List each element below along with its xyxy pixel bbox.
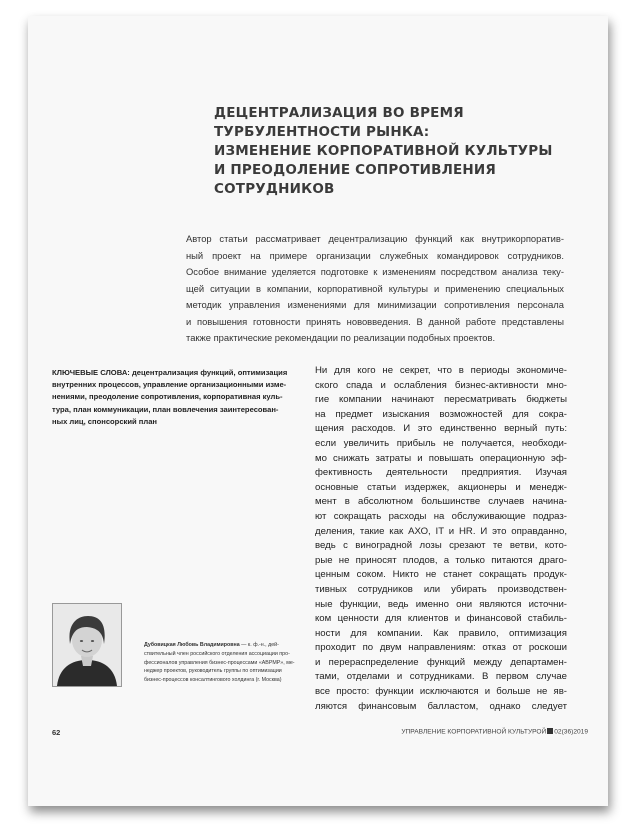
- journal-name: УПРАВЛЕНИЕ КОРПОРАТИВНОЙ КУЛЬТУРОЙ: [401, 728, 547, 736]
- body-line: основные статьи издержек, акционеры и менедж-: [315, 481, 567, 493]
- square-bullet-icon: [547, 728, 553, 734]
- body-line: все просто: функции исключаются и больше не яв-: [315, 686, 567, 698]
- author-name: Дубовицкая Любовь Владимировна: [144, 642, 240, 648]
- author-bio-line: неджер проектов, руководитель группы по оптимизации: [144, 668, 282, 675]
- body-line: если увеличить прибыль не получается, необходи-: [315, 437, 567, 449]
- body-line: щения расходов. И это единственно верный путь:: [315, 423, 567, 435]
- keywords-line: ных лиц, спонсорский план: [52, 416, 158, 426]
- keywords-line: тура, план коммуникации, план вовлечения заинтересован-: [52, 404, 279, 414]
- author-bio-line: [144, 641, 309, 650]
- body-line: мо снижать затраты и повышать операционную эф-: [315, 452, 567, 464]
- article-title: [214, 104, 604, 199]
- body-line: ности для компании. Как правило, оптимизация: [315, 627, 567, 639]
- body-line: фективность деятельности предприятия. Изучая: [315, 467, 567, 479]
- body-line: и перераспределение функций между департамен-: [315, 656, 567, 668]
- author-portrait-image: [53, 604, 121, 686]
- body-line: проходит по двум направлениям: отказ от роскоши: [315, 642, 567, 654]
- title-line: И ПРЕОДОЛЕНИЕ СОПРОТИВЛЕНИЯ: [214, 162, 497, 178]
- body-line: ведь с виноградной лозы срезают те ветви, кото-: [315, 540, 567, 552]
- author-bio-line: бизнес-процессов консалтингового холдинга (г. Москва): [144, 677, 282, 684]
- title-line: ИЗМЕНЕНИЕ КОРПОРАТИВНОЙ КУЛЬТУРЫ: [214, 143, 553, 159]
- body-line: на предмет изыскания возможностей для сокра-: [315, 408, 567, 420]
- keywords-line: внутренних процессов, управление организационными изме-: [52, 380, 287, 390]
- abstract-line: щей ситуации в компании, корпоративной культуры и применению специальных: [186, 282, 564, 294]
- keywords-block: [52, 367, 292, 428]
- abstract-line: Автор статьи рассматривает децентрализацию функций как внутрикорпоратив-: [186, 233, 564, 244]
- body-line: рые не приносят плодов, а только питаются драго-: [315, 554, 567, 566]
- issue-number: 02(36)2019: [554, 728, 588, 736]
- body-line: деления, такие как АХО, IT и HR. И это оправданно,: [315, 525, 567, 537]
- article-abstract: [186, 231, 564, 347]
- title-line: ДЕЦЕНТРАЛИЗАЦИЯ ВО ВРЕМЯ: [214, 105, 464, 121]
- article-body: [315, 364, 567, 714]
- title-line: СОТРУДНИКОВ: [214, 181, 335, 197]
- title-line: ТУРБУЛЕНТНОСТИ РЫНКА:: [214, 124, 430, 140]
- body-line: тивных сотрудников или убирать производствен-: [315, 583, 567, 595]
- body-line: ценным соком. Никто не станет сокращать продук-: [315, 569, 567, 581]
- body-line: ляются финансовым балластом, однако следует: [315, 700, 567, 712]
- body-line: ком ценности для клиентов и финансовой стабиль-: [315, 613, 567, 625]
- keywords-line: нениями, преодоление сопротивления, корпоративная куль-: [52, 392, 283, 402]
- body-line: мент в абсолютном большинстве случаев начина-: [315, 496, 567, 508]
- body-line: ные функции, ведь именно они являются источни-: [315, 598, 567, 610]
- body-line: Ни для кого не секрет, что в периоды экономиче-: [315, 365, 567, 376]
- abstract-line: ный проект на примере организации служебных командировок сотрудников.: [186, 249, 564, 261]
- author-bio-text: — к. ф.-н., дей-: [239, 642, 279, 648]
- body-line: тами, отделами и сотрудниками. В первом случае: [315, 671, 567, 683]
- body-line: гие компании начинают пересматривать бюджеты: [315, 394, 567, 406]
- abstract-line: Особое внимание уделяется подготовке к изменениям посредством анализа теку-: [186, 266, 564, 277]
- abstract-line: методик управления изменениями для минимизации сопротивления персонала: [186, 299, 564, 310]
- body-line: ют сокращать расходы на обслуживающие подраз-: [315, 510, 567, 522]
- running-footer: [401, 728, 588, 736]
- author-bio-line: ствительный член российского отделения ассоциации про-: [144, 650, 290, 657]
- keywords-line: КЛЮЧЕВЫЕ СЛОВА: децентрализация функций, оптимизация: [52, 368, 288, 377]
- abstract-line: также практические рекомендации по реализации подобных проектов.: [186, 332, 496, 343]
- author-photo: [52, 603, 122, 687]
- author-bio-line: фессионалов управления бизнес-процессами «ABPMP», ме-: [144, 659, 295, 666]
- body-line: ского спада и ослабления бизнес-активности мно-: [315, 379, 567, 391]
- abstract-line: и повышения готовности принять нововведения. В данной работе представлены: [186, 315, 564, 327]
- page-number: 62: [52, 728, 61, 737]
- author-bio: [144, 641, 309, 685]
